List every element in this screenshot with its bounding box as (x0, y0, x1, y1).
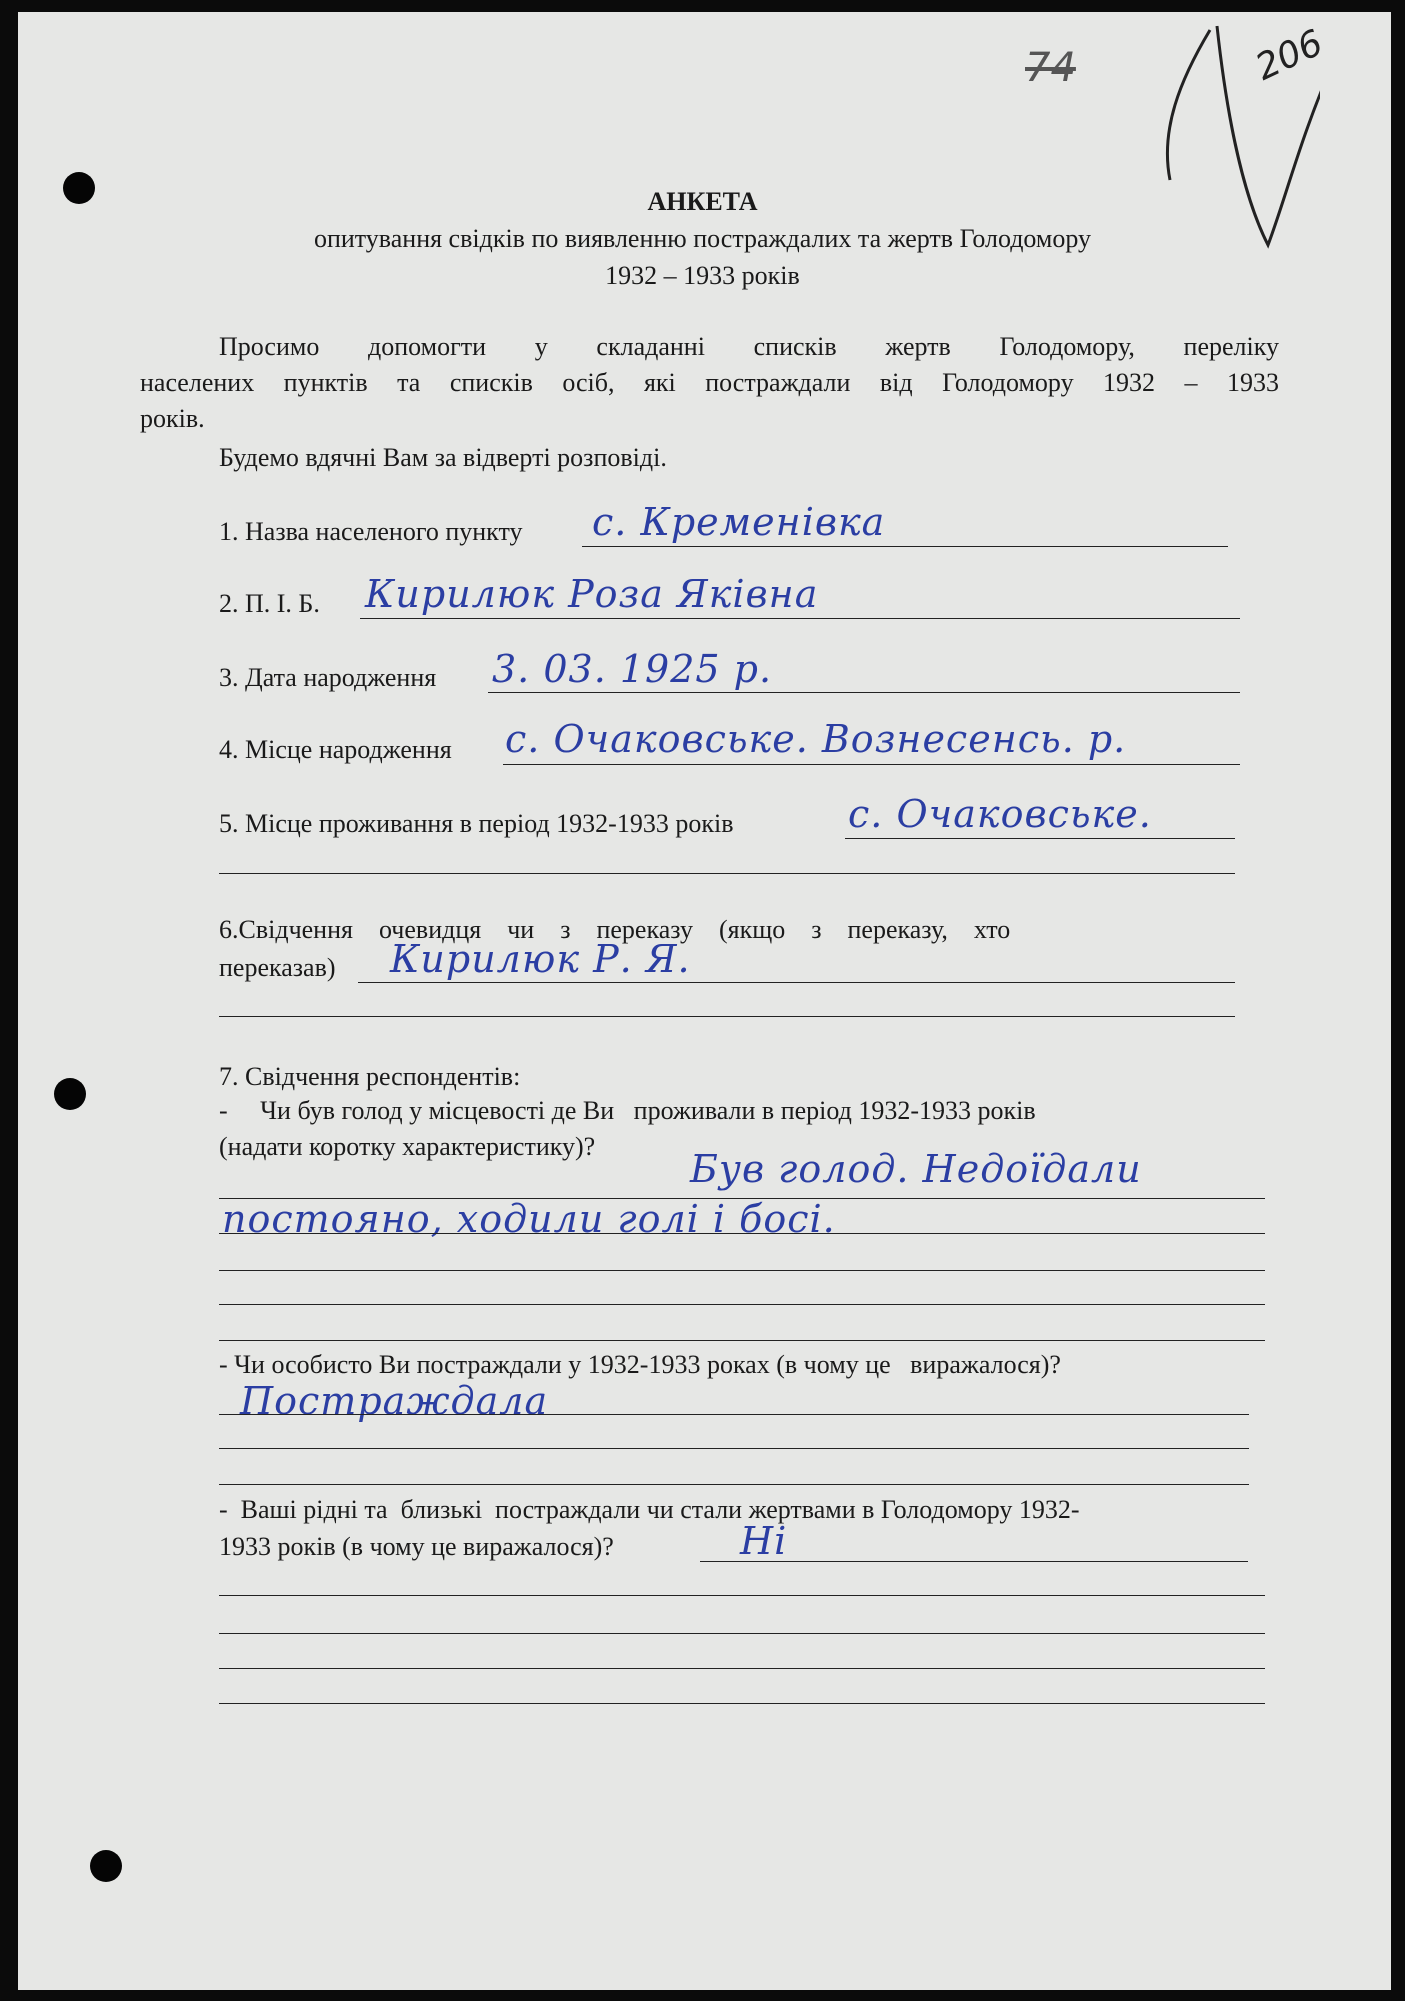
field-label-settlement: 1. Назва населеного пункту (219, 517, 523, 546)
answer-line (219, 1448, 1249, 1449)
field-line (503, 764, 1240, 765)
field-label-testimony-type: 6.Свідчення очевидця чи з переказу (якщо з переказу, хто (219, 915, 1011, 944)
answer-relatives: Ні (740, 1519, 788, 1563)
field-value-name: Кирилюк Роза Яківна (365, 572, 819, 616)
field-line (845, 838, 1235, 839)
checkmark-annotation (1150, 20, 1320, 260)
field-line (360, 618, 1240, 619)
form-title: АНКЕТА (647, 187, 758, 216)
field-label-name: 2. П. І. Б. (219, 589, 320, 618)
question-personal: - Чи особисто Ви постраждали у 1932-1933 роках (в чому це виражалося)? (219, 1350, 1061, 1379)
field-label-birthplace: 4. Місце народження (219, 735, 452, 764)
field-value-residence: с. Очаковське. (848, 792, 1152, 836)
question-famine: - Чи був голод у місцевості де Ви проживали в період 1932-1933 років (219, 1096, 1036, 1125)
field-line (582, 546, 1228, 547)
intro-line: Просимо допомогти у складанні списків жертв Голодомору, переліку (219, 332, 1279, 361)
answer-famine-line1: Був голод. Недоїдали (690, 1147, 1142, 1191)
question-relatives: - Ваші рідні та близькі постраждали чи стали жертвами в Голодомору 1932- (219, 1495, 1080, 1524)
field-value-retold-by: Кирилюк Р. Я. (390, 937, 691, 981)
field-value-birthdate: 3. 03. 1925 р. (492, 647, 773, 691)
field-value-settlement: с. Кременівка (592, 500, 886, 544)
answer-line (219, 1484, 1249, 1485)
question-relatives-cont: 1933 років (в чому це виражалося)? (219, 1532, 614, 1561)
answer-line (700, 1561, 1248, 1562)
field-line (219, 1016, 1235, 1017)
field-label-retold-by: переказав) (219, 953, 336, 982)
answer-line (219, 1340, 1265, 1341)
intro-line: населених пунктів та списків осіб, які постраждали від Голодомору 1932 – 1933 (140, 368, 1279, 397)
field-line (358, 982, 1235, 983)
answer-famine-line2: постояно, ходили голі і босі. (222, 1197, 836, 1241)
punch-hole (90, 1850, 122, 1882)
answer-line (219, 1668, 1265, 1669)
page-number-mark: 206 (1249, 22, 1330, 89)
intro-line: років. (140, 404, 205, 433)
field-label-residence: 5. Місце проживання в період 1932-1933 років (219, 809, 734, 838)
answer-line (219, 1233, 1265, 1234)
answer-personal: Постраждала (240, 1379, 549, 1423)
answer-line (219, 1304, 1265, 1305)
answer-line (219, 1633, 1265, 1634)
answer-line (219, 1595, 1265, 1596)
form-years: 1932 – 1933 років (605, 261, 800, 290)
section7-heading: 7. Свідчення респондентів: (219, 1062, 521, 1091)
punch-hole (54, 1078, 86, 1110)
field-label-birthdate: 3. Дата народження (219, 663, 437, 692)
answer-line (219, 1270, 1265, 1271)
crossed-out-number: 74 (1025, 45, 1076, 91)
form-subtitle: опитування свідків по виявленню постраждалих та жертв Голодомору (313, 224, 1092, 253)
answer-line (219, 1414, 1249, 1415)
field-line (488, 692, 1240, 693)
answer-line (219, 1703, 1265, 1704)
document-page (18, 12, 1391, 1990)
intro-thanks: Будемо вдячні Вам за відверті розповіді. (219, 443, 667, 472)
question-famine-cont: (надати коротку характеристику)? (219, 1132, 596, 1161)
field-line (219, 873, 1235, 874)
field-value-birthplace: с. Очаковське. Вознесенсь. р. (505, 717, 1127, 761)
